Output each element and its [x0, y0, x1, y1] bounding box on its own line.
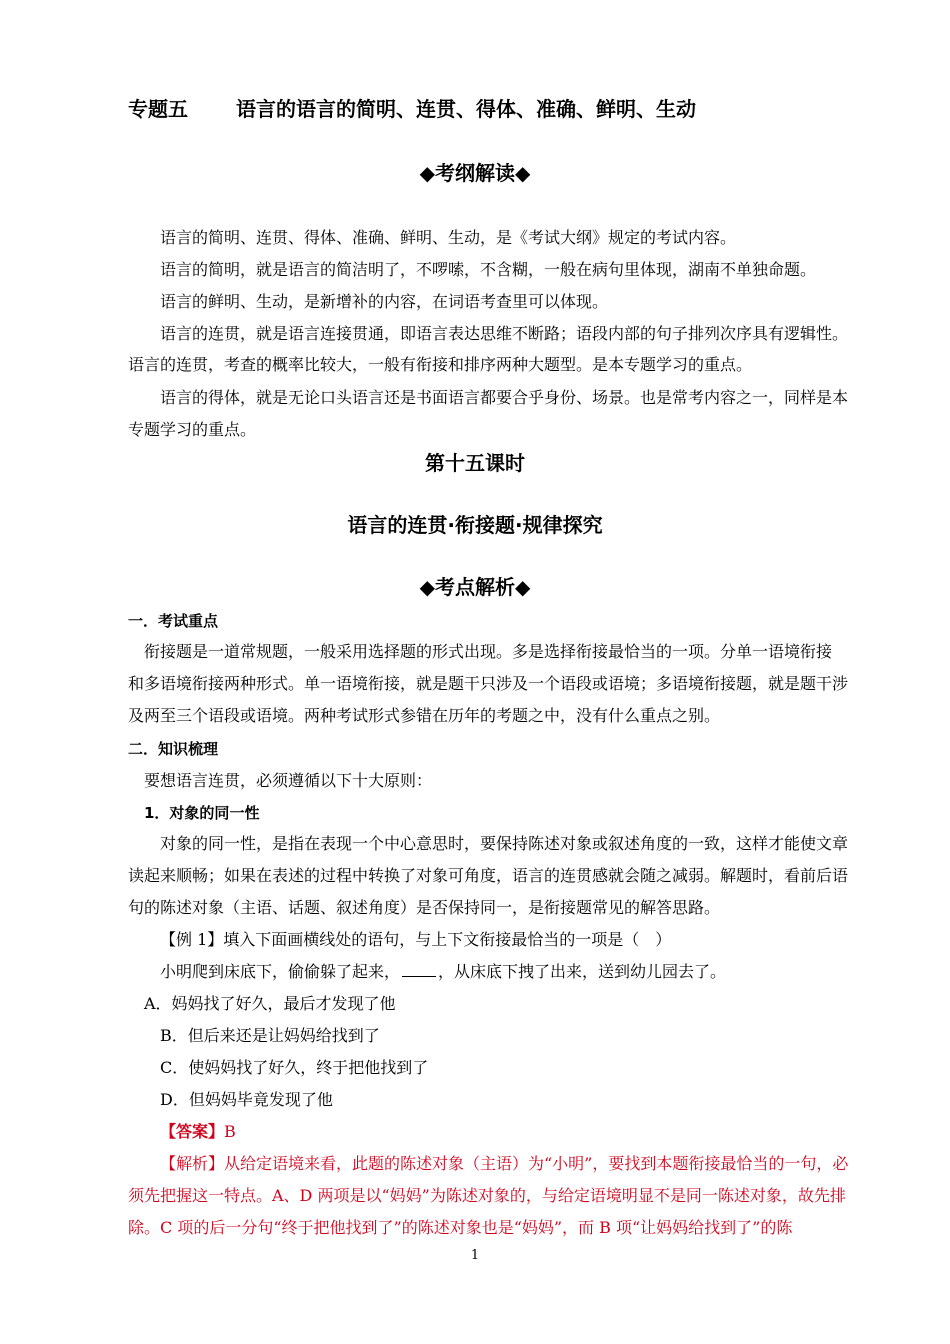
topic-number: 专题五 — [128, 97, 188, 121]
paragraph: 语言的简明、连贯、得体、准确、鲜明、生动，是《考试大纲》规定的考试内容。 — [160, 228, 737, 247]
paragraph: 语言的简明，就是语言的简洁明了，不啰嗦，不含糊，一般在病句里体现，湖南不单独命题。 — [160, 260, 817, 279]
subheading-exam-focus: 一．考试重点 — [128, 612, 219, 630]
page-number: 1 — [470, 1248, 480, 1263]
paragraph: 语言的连贯，就是语言连接贯通，即语言表达思维不断路；语段内部的句子排列次序具有逻辑性。 — [160, 324, 849, 343]
page-title — [128, 96, 696, 122]
paragraph: 语言的得体，就是无论口头语言还是书面语言都要合乎身份、场景。也是常考内容之一，同样是本 — [160, 388, 849, 407]
answer-line — [160, 1122, 236, 1142]
answer-label: 【答案】 — [160, 1122, 225, 1141]
analysis-line: 除。C 项的后一分句“终于把他找到了”的陈述对象也是“妈妈”，而 B 项“让妈妈给找到了”的陈 — [128, 1218, 793, 1237]
paragraph: 衔接题是一道常规题，一般采用选择题的形式出现。多是选择衔接最恰当的一项。分单一语境衔接 — [144, 642, 833, 661]
subheading-knowledge: 二．知识梳理 — [128, 740, 219, 758]
subheading-principle-1: 1．对象的同一性 — [144, 804, 260, 822]
option-a: A．妈妈找了好久，最后才发现了他 — [144, 994, 396, 1013]
section-heading-analysis: ◆考点解析◆ — [419, 575, 531, 599]
topic-title: 语言的语言的简明、连贯、得体、准确、鲜明、生动 — [236, 97, 696, 121]
analysis-line: 须先把握这一特点。A、D 两项是以“妈妈”为陈述对象的，与给定语境明显不是同一陈述对象，故先排 — [128, 1186, 846, 1205]
paragraph-continued: 和多语境衔接两种形式。单一语境衔接，就是题干只涉及一个语段或语境；多语境衔接题，就是题干涉 — [128, 674, 849, 693]
paragraph: 语言的鲜明、生动，是新增补的内容，在词语考查里可以体现。 — [160, 292, 609, 311]
option-c: C．使妈妈找了好久，终于把他找到了 — [160, 1058, 429, 1077]
example-stem — [160, 962, 726, 982]
lesson-title: 第十五课时 — [425, 451, 525, 475]
paragraph: 对象的同一性，是指在表现一个中心意思时，要保持陈述对象或叙述角度的一致，这样才能使文章 — [160, 834, 849, 853]
answer-blank — [402, 962, 436, 977]
section-heading-syllabus: ◆考纲解读◆ — [419, 161, 531, 185]
lesson-subtitle: 语言的连贯·衔接题·规律探究 — [347, 513, 603, 537]
paragraph-continued: 及两至三个语段或语境。两种考试形式参错在历年的考题之中，没有什么重点之别。 — [128, 706, 721, 725]
answer-value: B — [224, 1122, 236, 1141]
paragraph: 要想语言连贯，必须遵循以下十大原则： — [144, 771, 433, 790]
analysis-line: 【解析】从给定语境来看，此题的陈述对象（主语）为“小明”，要找到本题衔接最恰当的一句，必 — [160, 1154, 849, 1173]
paragraph-continued: 读起来顺畅；如果在表述的过程中转换了对象可角度，语言的连贯感就会随之减弱。解题时，看前后语 — [128, 866, 849, 885]
option-d: D．但妈妈毕竟发现了他 — [160, 1090, 333, 1109]
stem-before: 小明爬到床底下，偷偷躲了起来， — [160, 962, 401, 981]
paragraph-continued: 专题学习的重点。 — [128, 420, 257, 439]
stem-after: ，从床底下拽了出来，送到幼儿园去了。 — [438, 962, 727, 981]
option-b: B．但后来还是让妈妈给找到了 — [160, 1026, 380, 1045]
paragraph-continued: 句的陈述对象（主语、话题、叙述角度）是否保持同一，是衔接题常见的解答思路。 — [128, 898, 721, 917]
paragraph-continued: 语言的连贯，考查的概率比较大，一般有衔接和排序两种大题型。是本专题学习的重点。 — [128, 355, 753, 374]
example-question: 【例 1】填入下面画横线处的语句，与上下文衔接最恰当的一项是（ ） — [160, 930, 672, 949]
